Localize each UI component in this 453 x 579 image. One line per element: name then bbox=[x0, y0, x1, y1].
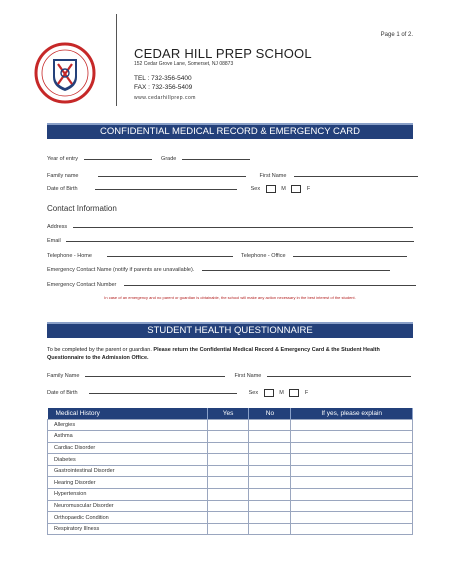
email-row bbox=[47, 236, 414, 244]
first-name-label: First Name bbox=[259, 173, 287, 179]
instructions-bold: Please return the Confidential Medical Record & Emergency Card & the Student Health Questionnaire to the Admission Office. bbox=[47, 347, 380, 361]
explain-cell[interactable] bbox=[291, 454, 413, 466]
telephone-row bbox=[47, 251, 407, 259]
emergency-name-label: Emergency Contact Name (notify if parents are unavailable). bbox=[47, 267, 195, 273]
emergency-number-label: Emergency Contact Number bbox=[47, 282, 117, 288]
year-of-entry-field[interactable] bbox=[84, 154, 152, 160]
email-field[interactable] bbox=[66, 236, 414, 242]
yes-cell[interactable] bbox=[207, 419, 249, 431]
no-cell[interactable] bbox=[249, 454, 291, 466]
tel-office-label: Telephone - Office bbox=[241, 253, 286, 259]
school-crest-logo bbox=[34, 42, 96, 104]
table-row bbox=[48, 512, 413, 524]
condition-label: Allergies bbox=[48, 419, 208, 431]
explain-cell[interactable] bbox=[291, 489, 413, 501]
sex-label: Sex bbox=[250, 186, 261, 192]
yes-cell[interactable] bbox=[207, 489, 249, 501]
table-row bbox=[48, 431, 413, 443]
explain-cell[interactable] bbox=[291, 523, 413, 535]
email-label: Email bbox=[47, 238, 61, 244]
year-grade-row bbox=[47, 154, 250, 162]
instructions-plain: To be completed by the parent or guardian. bbox=[47, 347, 152, 353]
yes-cell[interactable] bbox=[207, 523, 249, 535]
explain-cell[interactable] bbox=[291, 500, 413, 512]
condition-label: Asthma bbox=[48, 431, 208, 443]
col-no: No bbox=[249, 408, 291, 419]
table-row bbox=[48, 465, 413, 477]
no-cell[interactable] bbox=[249, 419, 291, 431]
q-dob-sex-row bbox=[47, 388, 308, 397]
condition-label: Respiratory Illness bbox=[48, 523, 208, 535]
condition-label: Diabetes bbox=[48, 454, 208, 466]
explain-cell[interactable] bbox=[291, 419, 413, 431]
header-divider bbox=[116, 14, 117, 106]
no-cell[interactable] bbox=[249, 477, 291, 489]
yes-cell[interactable] bbox=[207, 500, 249, 512]
q-name-row bbox=[47, 371, 411, 379]
table-row bbox=[48, 500, 413, 512]
year-of-entry-label: Year of entry bbox=[47, 156, 78, 162]
dob-label: Date of Birth bbox=[47, 186, 78, 192]
sex-f-label: F bbox=[306, 186, 311, 192]
first-name-field[interactable] bbox=[294, 171, 418, 177]
yes-cell[interactable] bbox=[207, 477, 249, 489]
questionnaire-instructions bbox=[47, 347, 415, 362]
explain-cell[interactable] bbox=[291, 431, 413, 443]
yes-cell[interactable] bbox=[207, 431, 249, 443]
table-row bbox=[48, 419, 413, 431]
explain-cell[interactable] bbox=[291, 465, 413, 477]
q-family-name-field[interactable] bbox=[85, 371, 225, 377]
health-questionnaire-banner: STUDENT HEALTH QUESTIONNAIRE bbox=[47, 322, 413, 338]
sex-f-checkbox[interactable] bbox=[291, 185, 301, 193]
q-family-name-label: Family Name bbox=[47, 373, 80, 379]
explain-cell[interactable] bbox=[291, 512, 413, 524]
family-name-field[interactable] bbox=[98, 171, 246, 177]
school-address: 152 Cedar Grove Lane, Somerset, NJ 08873 bbox=[134, 61, 234, 67]
school-website: www.cedarhillprep.com bbox=[134, 95, 196, 101]
address-row bbox=[47, 222, 413, 230]
no-cell[interactable] bbox=[249, 500, 291, 512]
table-row bbox=[48, 523, 413, 535]
emergency-name-row bbox=[47, 265, 390, 273]
condition-label: Hypertension bbox=[48, 489, 208, 501]
emergency-name-field[interactable] bbox=[202, 265, 390, 271]
q-dob-field[interactable] bbox=[89, 388, 237, 394]
yes-cell[interactable] bbox=[207, 465, 249, 477]
medical-record-banner: CONFIDENTIAL MEDICAL RECORD & EMERGENCY CARD bbox=[47, 123, 413, 139]
no-cell[interactable] bbox=[249, 489, 291, 501]
q-sex-f-label: F bbox=[304, 390, 309, 396]
dob-field[interactable] bbox=[95, 184, 237, 190]
table-row bbox=[48, 489, 413, 501]
emergency-number-row bbox=[47, 280, 416, 288]
condition-label: Cardiac Disorder bbox=[48, 442, 208, 454]
emergency-number-field[interactable] bbox=[124, 280, 416, 286]
tel-home-field[interactable] bbox=[107, 251, 233, 257]
q-sex-label: Sex bbox=[248, 390, 259, 396]
no-cell[interactable] bbox=[249, 465, 291, 477]
page-number: Page 1 of 2. bbox=[380, 32, 413, 38]
explain-cell[interactable] bbox=[291, 442, 413, 454]
no-cell[interactable] bbox=[249, 442, 291, 454]
school-telephone: TEL : 732-356-5400 bbox=[134, 75, 192, 82]
school-fax: FAX : 732-356-5409 bbox=[134, 84, 193, 91]
yes-cell[interactable] bbox=[207, 442, 249, 454]
table-row bbox=[48, 454, 413, 466]
condition-label: Neuromuscular Disorder bbox=[48, 500, 208, 512]
col-medical-history: Medical History bbox=[48, 408, 208, 419]
grade-label: Grade bbox=[161, 156, 177, 162]
no-cell[interactable] bbox=[249, 512, 291, 524]
school-name: CEDAR HILL PREP SCHOOL bbox=[134, 46, 312, 61]
grade-field[interactable] bbox=[182, 154, 250, 160]
tel-office-field[interactable] bbox=[293, 251, 407, 257]
table-row bbox=[48, 442, 413, 454]
no-cell[interactable] bbox=[249, 523, 291, 535]
q-first-name-field[interactable] bbox=[267, 371, 411, 377]
q-dob-label: Date of Birth bbox=[47, 390, 78, 396]
condition-label: Gastrointestinal Disorder bbox=[48, 465, 208, 477]
emergency-note: In case of an emergency and no parent or guardian is obtainable, the school will make any action necessary in the best interest of the student. bbox=[104, 295, 356, 300]
table-row bbox=[48, 477, 413, 489]
name-row bbox=[47, 171, 418, 179]
q-sex-m-label: M bbox=[279, 390, 284, 396]
medical-history-table bbox=[47, 408, 413, 535]
sex-m-checkbox[interactable] bbox=[266, 185, 276, 193]
no-cell[interactable] bbox=[249, 431, 291, 443]
yes-cell[interactable] bbox=[207, 512, 249, 524]
col-explain: If yes, please explain bbox=[291, 408, 413, 419]
q-first-name-label: First Name bbox=[234, 373, 262, 379]
q-sex-f-checkbox[interactable] bbox=[289, 389, 299, 397]
yes-cell[interactable] bbox=[207, 454, 249, 466]
dob-sex-row bbox=[47, 184, 310, 193]
condition-label: Orthopaedic Condition bbox=[48, 512, 208, 524]
q-sex-m-checkbox[interactable] bbox=[264, 389, 274, 397]
family-name-label: Family name bbox=[47, 173, 79, 179]
condition-label: Hearing Disorder bbox=[48, 477, 208, 489]
address-label: Address bbox=[47, 224, 68, 230]
tel-home-label: Telephone - Home bbox=[47, 253, 92, 259]
col-yes: Yes bbox=[207, 408, 249, 419]
contact-info-title: Contact Information bbox=[47, 204, 117, 213]
explain-cell[interactable] bbox=[291, 477, 413, 489]
address-field[interactable] bbox=[73, 222, 413, 228]
sex-m-label: M bbox=[281, 186, 286, 192]
